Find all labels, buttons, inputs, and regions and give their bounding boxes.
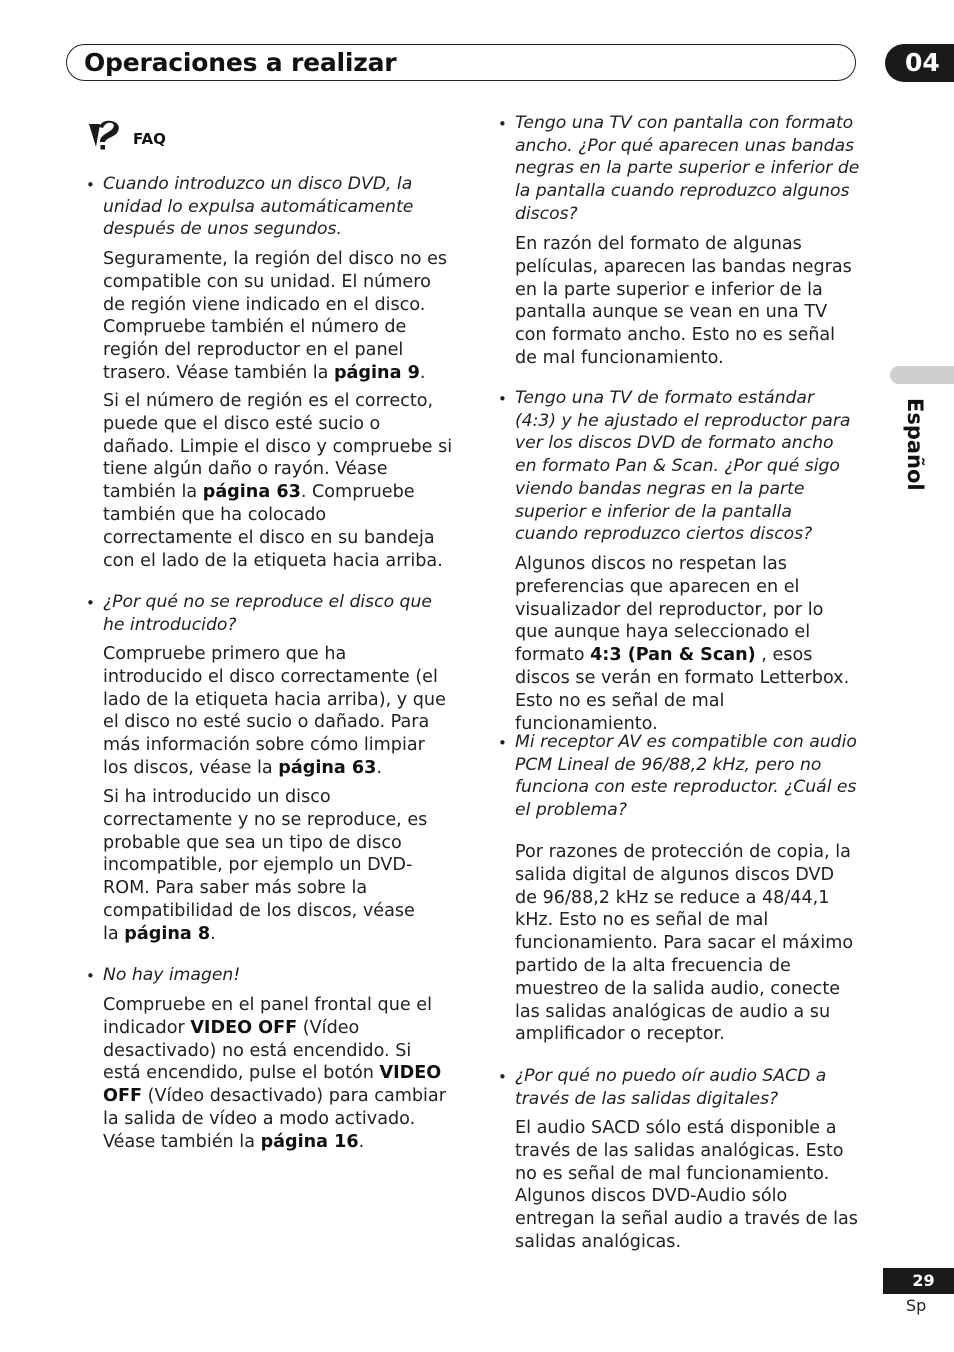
bullet: • bbox=[498, 734, 507, 752]
bullet: • bbox=[86, 594, 95, 612]
faq-question: No hay imagen! bbox=[103, 965, 241, 985]
faq-answer: Por razones de protección de copia, la salida digital de algunos discos DVD de 96/88,2 kHz se reduce a 48/44,1 kHz. Esto no es señal de mal funcionamiento. Para sacar el máximo partido de la alta frecuencia de muestreo de la salida audio, conecte las salidas analógicas de audio a su amplificador o receptor. bbox=[515, 842, 854, 1045]
bullet: • bbox=[498, 1068, 507, 1086]
faq-answer: Si el número de región es el correcto, puede que el disco esté sucio o dañado. Limpie el disco y compruebe si tiene algún daño o rayón. Véase también la página 63. Compruebe también que ha colocado correctamente el disco en su bandeja con el lado de la etiqueta hacia arriba. bbox=[103, 391, 453, 571]
language-tab bbox=[890, 366, 954, 384]
bullet: • bbox=[498, 115, 507, 133]
page-number: 29 bbox=[883, 1268, 954, 1294]
bullet: • bbox=[86, 176, 95, 194]
page-language-code: Sp bbox=[906, 1296, 927, 1315]
faq-answer: Compruebe primero que ha introducido el disco correctamente (el lado de la etiqueta hacia arriba), y que el disco no esté sucio o dañado. Para más información sobre cómo limpiar los discos, véase la página 63. bbox=[103, 644, 446, 778]
bullet: • bbox=[498, 390, 507, 408]
question-mark-icon bbox=[86, 120, 122, 152]
language-label: Español bbox=[903, 398, 927, 491]
faq-question: ¿Por qué no se reproduce el disco que he introducido? bbox=[103, 592, 432, 635]
faq-answer: En razón del formato de algunas películas, aparecen las bandas negras en la parte superior e inferior de la pantalla aunque se vean en una TV con formato ancho. Esto no es señal de mal funcionamiento. bbox=[515, 234, 852, 368]
faq-question: Mi receptor AV es compatible con audio PCM Lineal de 96/88,2 kHz, pero no funciona con este reproductor. ¿Cuál es el problema? bbox=[515, 732, 857, 821]
chapter-number: 04 bbox=[885, 44, 954, 82]
section-title: Operaciones a realizar bbox=[84, 48, 397, 77]
faq-question: ¿Por qué no puedo oír audio SACD a través de las salidas digitales? bbox=[515, 1066, 827, 1109]
bullet: • bbox=[86, 967, 95, 985]
faq-label: FAQ bbox=[133, 130, 166, 148]
faq-answer: El audio SACD sólo está disponible a través de las salidas analógicas. Esto no es señal de mal funcionamiento. Algunos discos DVD-Audio sólo entregan la señal audio a través de las salidas analógicas. bbox=[515, 1118, 858, 1252]
faq-answer: Algunos discos no respetan las preferencias que aparecen en el visualizador del reproductor, por lo que aunque haya seleccionado el formato 4:3 (Pan & Scan) , esos discos se verán en formato Letterbox. Esto no es señal de mal funcionamiento. bbox=[515, 554, 850, 734]
faq-question: Tengo una TV con pantalla con formato ancho. ¿Por qué aparecen unas bandas negras en la parte superior e inferior de la pantalla cuando reproduzco algunos discos? bbox=[515, 113, 860, 224]
faq-answer: Si ha introducido un disco correctamente y no se reproduce, es probable que sea un tipo de disco incompatible, por ejemplo un DVD-ROM. Para saber más sobre la compatibilidad de los discos, véase la página 8. bbox=[103, 787, 428, 944]
faq-question: Tengo una TV de formato estándar (4:3) y he ajustado el reproductor para ver los discos DVD de formato ancho en formato Pan & Scan. ¿Por qué sigo viendo bandas negras en la parte superior e inferior de la pantalla cuando reproduzco ciertos discos? bbox=[515, 388, 851, 545]
faq-answer: Seguramente, la región del disco no es compatible con su unidad. El número de región viene indicado en el disco. Compruebe también el número de región del reproductor en el panel trasero. Véase también la página 9. bbox=[103, 249, 448, 383]
faq-answer: Compruebe en el panel frontal que el indicador VIDEO OFF (Vídeo desactivado) no está encendido. Si está encendido, pulse el botón VIDEO OFF (Vídeo desactivado) para cambiar la salida de vídeo a modo activado. Véase también la página 16. bbox=[103, 995, 446, 1152]
faq-question: Cuando introduzco un disco DVD, la unidad lo expulsa automáticamente después de unos segundos. bbox=[103, 174, 414, 240]
